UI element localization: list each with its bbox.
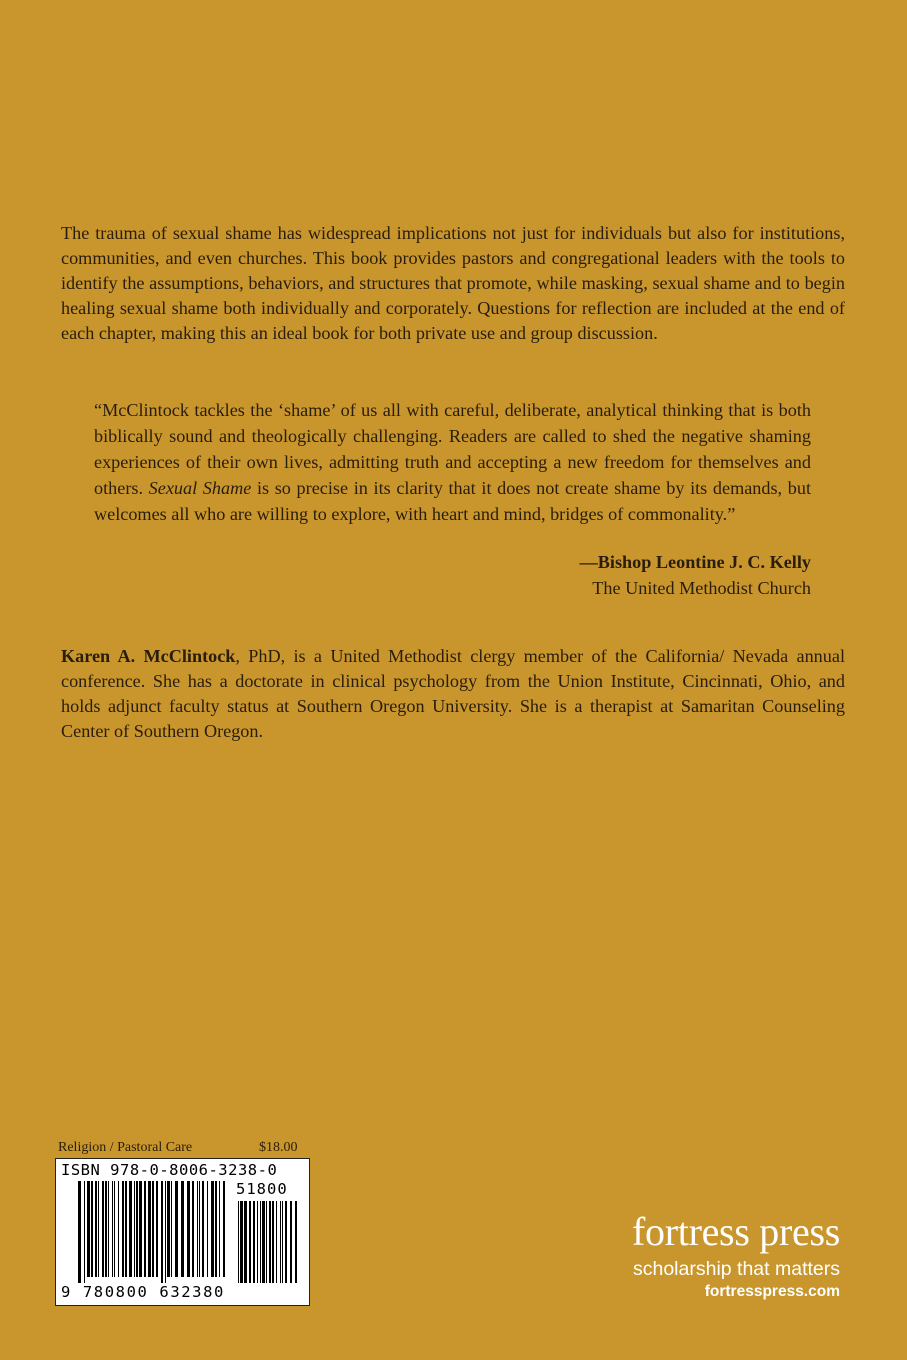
barcode-bar — [260, 1201, 261, 1283]
quote-attribution-org: The United Methodist Church — [592, 578, 811, 598]
barcode-box — [55, 1158, 310, 1306]
barcode-bar — [112, 1181, 113, 1277]
barcode-bar — [290, 1201, 292, 1283]
publisher-name: fortress press — [632, 1209, 840, 1254]
barcode-bar — [257, 1201, 258, 1283]
barcode-bar — [144, 1181, 146, 1277]
barcode-bar — [192, 1181, 194, 1277]
barcode-bar — [171, 1181, 172, 1277]
barcode-bar — [276, 1201, 277, 1283]
barcode-bar — [215, 1181, 217, 1277]
barcode-bar — [253, 1201, 255, 1283]
book-description: The trauma of sexual shame has widespread implications not just for individuals but also for institutions, communities, and even churches. This book provides pastors and congregational leaders with the tools to identify the assumptions, behaviors, and structures that promote, while masking, sexual shame and to begin healing sexual shame both individually and corporately. Questions for reflection are included at the end of each chapter, making this an ideal book for both private use and group discussion. — [61, 223, 845, 343]
barcode-bar — [152, 1181, 154, 1277]
barcode-bar — [238, 1201, 239, 1283]
barcode-bar — [122, 1181, 124, 1277]
barcode-bar — [244, 1201, 247, 1283]
author-name: Karen A. McClintock — [61, 646, 236, 666]
barcode-bar — [249, 1201, 251, 1283]
barcode-bar — [139, 1181, 142, 1277]
barcode-bar — [181, 1181, 184, 1277]
barcode-bar — [148, 1181, 151, 1277]
barcode-bar — [240, 1201, 243, 1283]
barcode-bar — [105, 1181, 107, 1277]
barcode-bar — [125, 1181, 127, 1277]
barcode-bar — [161, 1181, 163, 1283]
barcode-bar — [262, 1201, 265, 1283]
barcode-bar — [91, 1181, 93, 1277]
barcode-bar — [272, 1201, 274, 1283]
endorsement-quote — [94, 397, 811, 527]
barcode-bar — [266, 1201, 267, 1283]
price-code: 51800 — [236, 1180, 288, 1198]
publisher-tagline: scholarship that matters — [632, 1258, 840, 1280]
barcode-bar — [269, 1201, 271, 1283]
barcode-bar — [219, 1181, 220, 1277]
barcode-bar — [199, 1181, 200, 1277]
quote-text-end: is so precise in its clarity that it does not create shame by its demands, but welcomes all who are willing to explore, with heart and mind, bridges of commonality.” — [94, 478, 811, 524]
barcode-bar — [197, 1181, 198, 1277]
barcode-bar — [165, 1181, 166, 1283]
barcode-bar — [95, 1181, 97, 1277]
barcode-bar — [129, 1181, 132, 1277]
barcode-bar — [118, 1181, 119, 1277]
barcode-bar — [280, 1201, 281, 1283]
barcode-digits: 9 780800 632380 — [61, 1283, 225, 1301]
barcode-bar — [202, 1181, 204, 1277]
barcode-bar — [78, 1181, 81, 1283]
barcode-bar — [87, 1181, 90, 1277]
quote-book-title: Sexual Shame — [148, 478, 252, 498]
publisher-url[interactable]: fortresspress.com — [704, 1283, 840, 1300]
barcode-bar — [102, 1181, 104, 1277]
barcode-bar — [285, 1201, 287, 1283]
barcode-bar — [295, 1201, 297, 1283]
barcode-bar — [282, 1201, 283, 1283]
barcode-bar — [98, 1181, 99, 1277]
book-price: $18.00 — [259, 1140, 298, 1155]
barcode-bar — [156, 1181, 158, 1277]
book-category: Religion / Pastoral Care — [58, 1140, 193, 1155]
publisher-brand — [632, 1210, 840, 1302]
author-bio-text: , PhD, is a United Methodist clergy member of the California/ Nevada annual conference. She has a doctorate in clinical psychology from the Union Institute, Cincinnati, Ohio, and holds adjunct faculty status at Southern Oregon University. She is a therapist at Samaritan Counseling Center of Southern Oregon. — [61, 646, 845, 741]
barcode-bar — [108, 1181, 109, 1277]
barcode-bar — [211, 1181, 214, 1277]
barcode-bar — [175, 1181, 178, 1277]
barcode-bar — [84, 1181, 85, 1283]
barcode-bar — [207, 1181, 208, 1277]
barcode-bar — [114, 1181, 115, 1277]
barcode-bar — [136, 1181, 138, 1277]
barcode-bar — [167, 1181, 170, 1277]
quote-text-start: “McClintock tackles the ‘shame’ of us all with careful, deliberate, analytical thinking that is both biblically sound and theologically challenging. Readers are called to shed the negative shaming experiences of their own lives, admitting truth and accepting a new freedom for themselves and others. — [94, 400, 811, 498]
barcode-bar — [223, 1181, 225, 1277]
barcode-bar — [134, 1181, 135, 1277]
isbn-number: ISBN 978-0-8006-3238-0 — [61, 1161, 278, 1179]
barcode-bar — [187, 1181, 190, 1277]
author-bio — [61, 644, 845, 744]
quote-attribution-name: —Bishop Leontine J. C. Kelly — [579, 552, 811, 572]
